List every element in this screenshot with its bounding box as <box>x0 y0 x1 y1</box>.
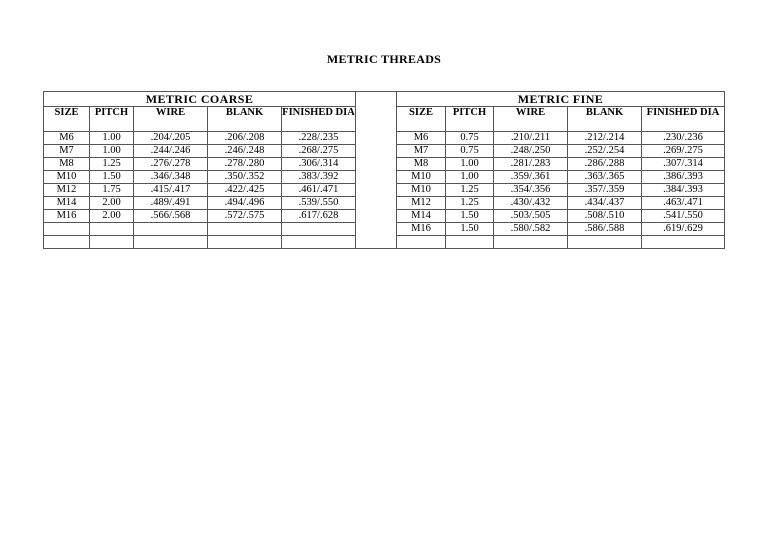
fine-finished-dia-header: FINISHED DIA <box>642 107 725 132</box>
coarse-size-cell: M16 <box>44 210 90 223</box>
table-row <box>44 145 725 158</box>
fine-wire-cell <box>494 236 568 249</box>
table-gap <box>356 236 397 249</box>
fine-finished-dia-cell: .307/.314 <box>642 158 725 171</box>
table-gap <box>356 197 397 210</box>
table-row <box>44 158 725 171</box>
coarse-blank-cell: .350/.352 <box>208 171 282 184</box>
coarse-pitch-cell: 2.00 <box>90 197 134 210</box>
coarse-wire-cell: .204/.205 <box>134 132 208 145</box>
fine-pitch-cell: 1.25 <box>446 197 494 210</box>
coarse-pitch-header: PITCH <box>90 107 134 132</box>
fine-wire-cell: .430/.432 <box>494 197 568 210</box>
coarse-pitch-cell: 1.00 <box>90 132 134 145</box>
fine-finished-dia-cell: .619/.629 <box>642 223 725 236</box>
fine-pitch-cell: 0.75 <box>446 132 494 145</box>
fine-finished-dia-cell: .384/.393 <box>642 184 725 197</box>
fine-pitch-header: PITCH <box>446 107 494 132</box>
fine-size-cell: M7 <box>397 145 446 158</box>
coarse-finished-dia-cell: .228/.235 <box>282 132 356 145</box>
coarse-wire-cell: .276/.278 <box>134 158 208 171</box>
fine-finished-dia-cell: .386/.393 <box>642 171 725 184</box>
fine-finished-dia-cell: .269/.275 <box>642 145 725 158</box>
fine-size-cell: M8 <box>397 158 446 171</box>
fine-wire-header: WIRE <box>494 107 568 132</box>
coarse-size-header: SIZE <box>44 107 90 132</box>
table-gap <box>356 171 397 184</box>
coarse-blank-cell: .206/.208 <box>208 132 282 145</box>
fine-blank-cell <box>568 236 642 249</box>
coarse-wire-cell: .566/.568 <box>134 210 208 223</box>
table-row <box>44 197 725 210</box>
coarse-blank-cell <box>208 223 282 236</box>
fine-pitch-cell <box>446 236 494 249</box>
table-row <box>44 236 725 249</box>
coarse-wire-cell <box>134 223 208 236</box>
coarse-blank-cell: .422/.425 <box>208 184 282 197</box>
table-row <box>44 171 725 184</box>
table-gap <box>356 158 397 171</box>
table-row <box>44 223 725 236</box>
fine-size-cell: M10 <box>397 184 446 197</box>
coarse-wire-cell: .346/.348 <box>134 171 208 184</box>
coarse-blank-header: BLANK <box>208 107 282 132</box>
fine-blank-header: BLANK <box>568 107 642 132</box>
table-gap <box>356 210 397 223</box>
fine-size-cell: M12 <box>397 197 446 210</box>
coarse-wire-cell <box>134 236 208 249</box>
page-title: METRIC THREADS <box>326 52 442 66</box>
fine-wire-cell: .580/.582 <box>494 223 568 236</box>
table-row <box>44 210 725 223</box>
fine-blank-cell: .212/.214 <box>568 132 642 145</box>
coarse-finished-dia-cell <box>282 236 356 249</box>
table-row <box>44 184 725 197</box>
fine-pitch-cell: 1.25 <box>446 184 494 197</box>
coarse-pitch-cell: 1.75 <box>90 184 134 197</box>
coarse-blank-cell: .278/.280 <box>208 158 282 171</box>
fine-wire-cell: .210/.211 <box>494 132 568 145</box>
coarse-size-cell: M8 <box>44 158 90 171</box>
coarse-finished-dia-cell: .461/.471 <box>282 184 356 197</box>
coarse-pitch-cell: 1.25 <box>90 158 134 171</box>
fine-finished-dia-cell <box>642 236 725 249</box>
coarse-finished-dia-cell: .268/.275 <box>282 145 356 158</box>
fine-blank-cell: .586/.588 <box>568 223 642 236</box>
fine-finished-dia-cell: .541/.550 <box>642 210 725 223</box>
fine-pitch-cell: 1.50 <box>446 210 494 223</box>
coarse-pitch-cell: 1.50 <box>90 171 134 184</box>
coarse-pitch-cell: 2.00 <box>90 210 134 223</box>
coarse-finished-dia-cell: .539/.550 <box>282 197 356 210</box>
table-gap <box>356 145 397 158</box>
coarse-finished-dia-cell <box>282 223 356 236</box>
fine-size-cell: M16 <box>397 223 446 236</box>
fine-pitch-cell: 1.00 <box>446 171 494 184</box>
coarse-blank-cell: .572/.575 <box>208 210 282 223</box>
column-header-row <box>44 107 725 132</box>
fine-blank-cell: .357/.359 <box>568 184 642 197</box>
table-gap <box>356 107 397 132</box>
coarse-finished-dia-cell: .306/.314 <box>282 158 356 171</box>
fine-wire-cell: .281/.283 <box>494 158 568 171</box>
coarse-blank-cell: .246/.248 <box>208 145 282 158</box>
coarse-pitch-cell <box>90 236 134 249</box>
coarse-size-cell: M14 <box>44 197 90 210</box>
group-heading-row <box>44 92 725 107</box>
fine-pitch-cell: 1.00 <box>446 158 494 171</box>
table-gap <box>356 223 397 236</box>
table-gap <box>356 132 397 145</box>
fine-pitch-cell: 0.75 <box>446 145 494 158</box>
coarse-wire-cell: .244/.246 <box>134 145 208 158</box>
fine-size-cell: M10 <box>397 171 446 184</box>
coarse-blank-cell <box>208 236 282 249</box>
fine-finished-dia-cell: .463/.471 <box>642 197 725 210</box>
coarse-wire-cell: .415/.417 <box>134 184 208 197</box>
coarse-pitch-cell <box>90 223 134 236</box>
fine-pitch-cell: 1.50 <box>446 223 494 236</box>
fine-wire-cell: .503/.505 <box>494 210 568 223</box>
metric-coarse-heading: METRIC COARSE <box>44 92 356 107</box>
fine-size-cell: M6 <box>397 132 446 145</box>
fine-wire-cell: .354/.356 <box>494 184 568 197</box>
fine-blank-cell: .508/.510 <box>568 210 642 223</box>
fine-size-cell <box>397 236 446 249</box>
coarse-size-cell: M10 <box>44 171 90 184</box>
metric-threads-table <box>43 91 725 249</box>
coarse-size-cell: M12 <box>44 184 90 197</box>
fine-wire-cell: .359/.361 <box>494 171 568 184</box>
coarse-finished-dia-cell: .383/.392 <box>282 171 356 184</box>
coarse-pitch-cell: 1.00 <box>90 145 134 158</box>
fine-blank-cell: .286/.288 <box>568 158 642 171</box>
coarse-wire-cell: .489/.491 <box>134 197 208 210</box>
coarse-blank-cell: .494/.496 <box>208 197 282 210</box>
fine-blank-cell: .363/.365 <box>568 171 642 184</box>
coarse-size-cell: M7 <box>44 145 90 158</box>
coarse-wire-header: WIRE <box>134 107 208 132</box>
coarse-size-cell <box>44 223 90 236</box>
fine-blank-cell: .434/.437 <box>568 197 642 210</box>
coarse-finished-dia-header: FINISHED DIA <box>282 107 356 132</box>
metric-fine-heading: METRIC FINE <box>397 92 725 107</box>
coarse-finished-dia-cell: .617/.628 <box>282 210 356 223</box>
fine-size-cell: M14 <box>397 210 446 223</box>
fine-size-header: SIZE <box>397 107 446 132</box>
fine-blank-cell: .252/.254 <box>568 145 642 158</box>
fine-finished-dia-cell: .230/.236 <box>642 132 725 145</box>
fine-wire-cell: .248/.250 <box>494 145 568 158</box>
coarse-size-cell <box>44 236 90 249</box>
table-row <box>44 132 725 145</box>
coarse-size-cell: M6 <box>44 132 90 145</box>
table-gap <box>356 184 397 197</box>
table-gap <box>356 92 397 107</box>
